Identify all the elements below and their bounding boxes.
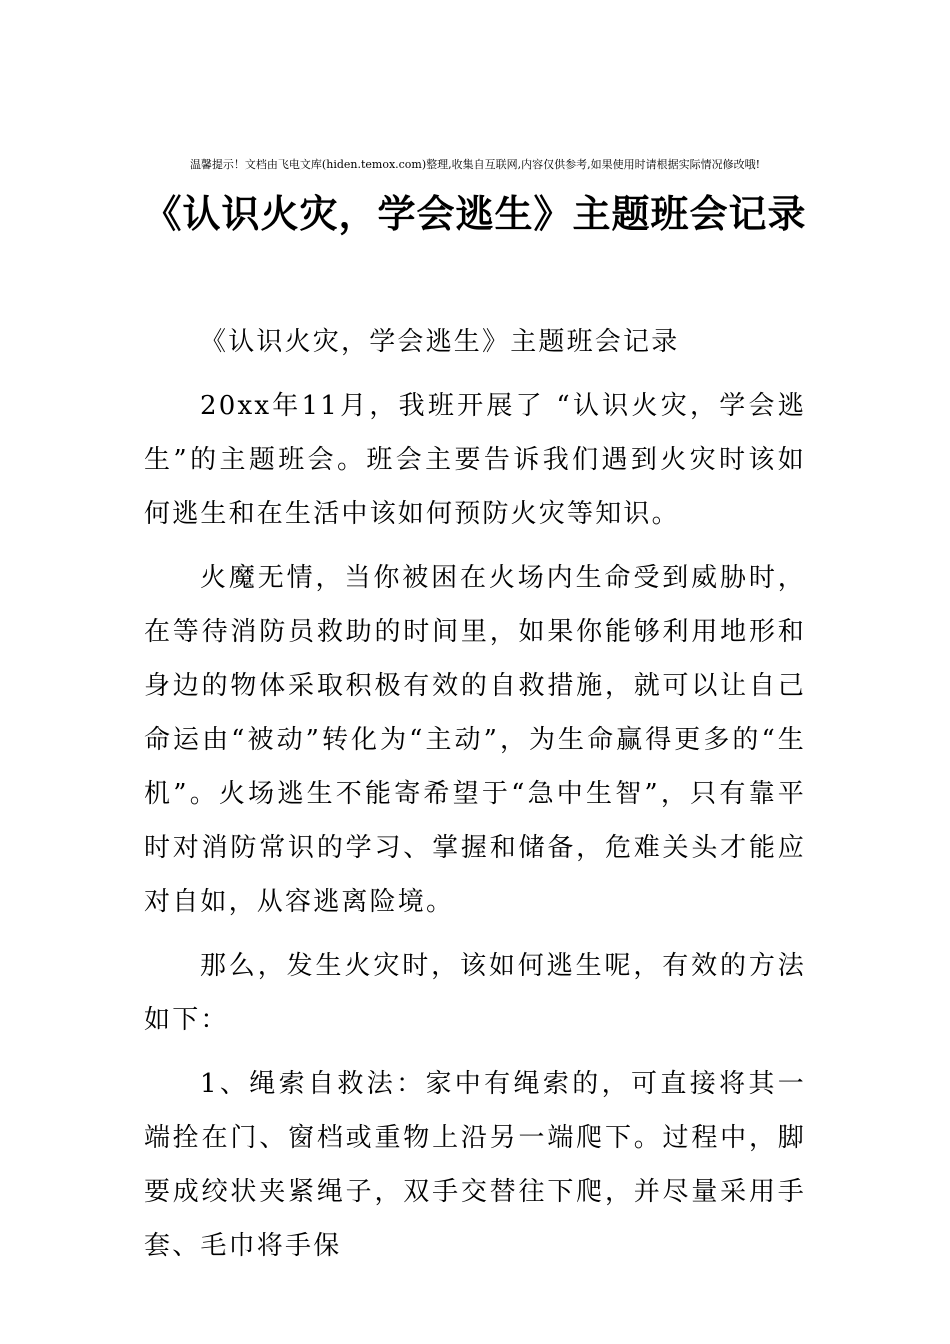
document-body bbox=[144, 315, 806, 1283]
paragraph-fire-escape-knowledge: 火魔无情，当你被困在火场内生命受到威胁时，在等待消防员救助的时间里，如果你能够利用地形和身边的物体采取积极有效的自救措施，就可以让自己命运由“被动”转化为“主动”，为生命赢得更多的“生机”。火场逃生不能寄希望于“急中生智”，只有靠平时对消防常识的学习、掌握和储备，危难关头才能应对自如，从容逃离险境。 bbox=[144, 563, 806, 917]
paragraph-methods-lead: 那么，发生火灾时，该如何逃生呢，有效的方法如下： bbox=[144, 951, 806, 1035]
header-notice: 温馨提示！文档由飞电文库(hiden.temox.com)整理,收集自互联网,内容仅供参考,如果使用时请根据实际情况修改哦! bbox=[189, 158, 761, 171]
document-title: 《认识火灾，学会逃生》主题班会记录 bbox=[143, 191, 807, 236]
paragraph-subtitle: 《认识火灾，学会逃生》主题班会记录 bbox=[200, 327, 680, 357]
paragraph-intro: 20xx年11月，我班开展了 “认识火灾，学会逃生”的主题班会。班会主要告诉我们遇到火灾时该如何逃生和在生活中该如何预防火灾等知识。 bbox=[144, 391, 806, 529]
paragraph-rope-method: 1、绳索自救法：家中有绳索的，可直接将其一端拴在门、窗档或重物上沿另一端爬下。过程中，脚要成绞状夹紧绳子，双手交替往下爬，并尽量采用手套、毛巾将手保 bbox=[144, 1069, 806, 1261]
